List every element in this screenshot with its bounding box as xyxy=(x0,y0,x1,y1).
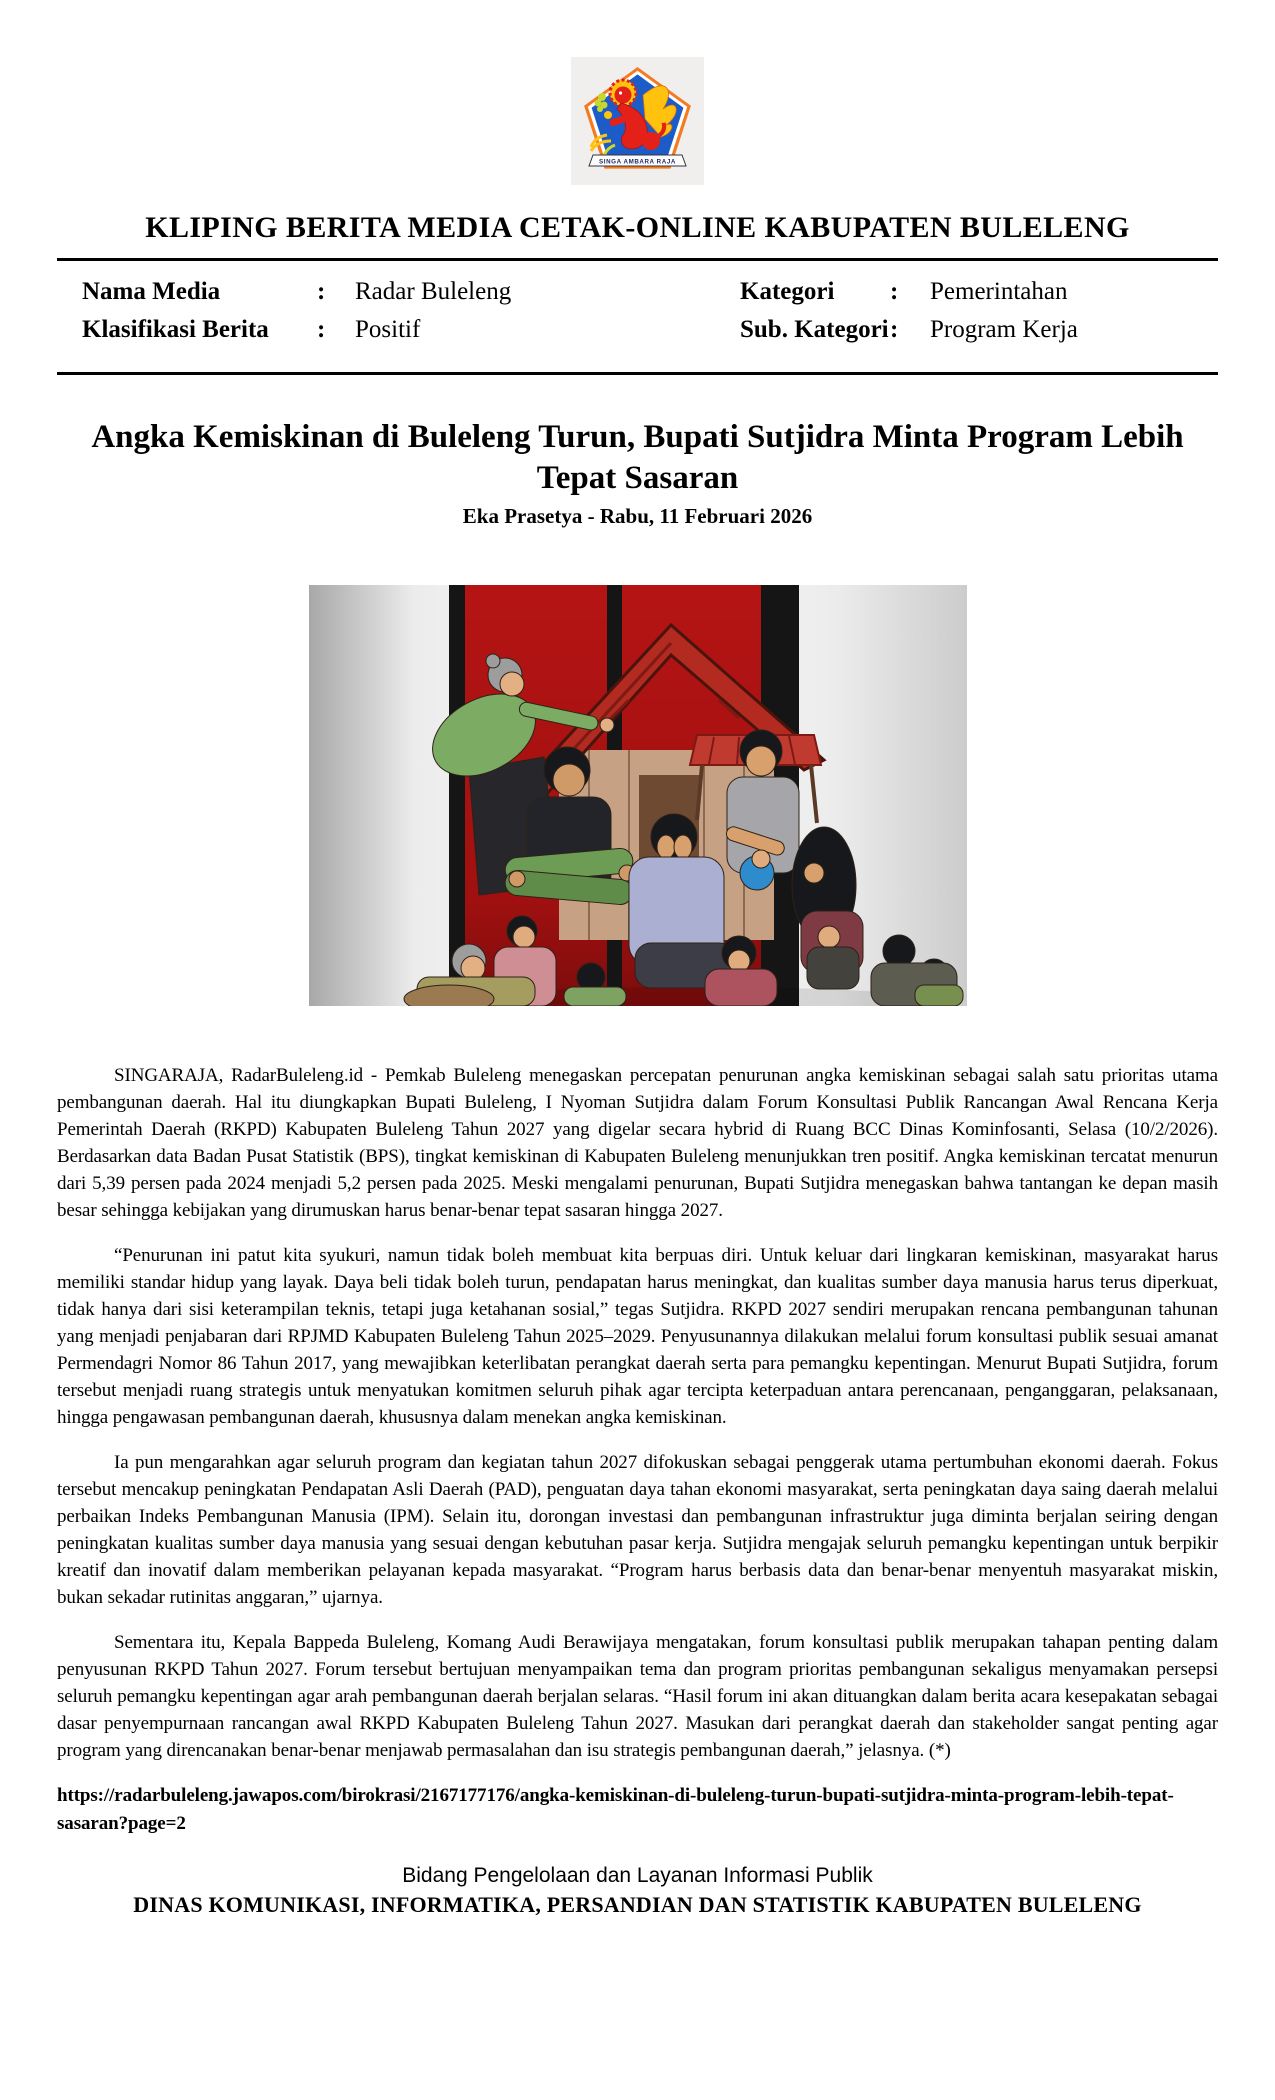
logo-banner-text: SINGA AMBARA RAJA xyxy=(599,158,676,166)
article-body xyxy=(57,1062,1218,1764)
klasifikasi-colon: : xyxy=(317,316,326,343)
sub-kategori-colon: : xyxy=(890,316,899,343)
sub-kategori-value: Program Kerja xyxy=(930,316,1078,343)
kategori-label: Kategori xyxy=(740,278,835,305)
page-footer xyxy=(57,1864,1218,1918)
poverty-family-illustration xyxy=(309,585,967,1006)
kliping-title: KLIPING BERITA MEDIA CETAK-ONLINE KABUPATEN BULELENG xyxy=(145,211,1130,244)
klasifikasi-value: Positif xyxy=(355,316,421,343)
source-url[interactable]: https://radarbuleleng.jawapos.com/birokrasi/2167177176/angka-kemiskinan-di-buleleng-turun-bupati-sutjidra-minta-program-lebih-tepat-sasaran?page=2 xyxy=(57,1785,1174,1834)
meta-row-1 xyxy=(82,273,1218,311)
illustration-wrap xyxy=(309,585,967,1006)
klasifikasi-label: Klasifikasi Berita xyxy=(82,316,269,343)
buleleng-regency-seal-icon xyxy=(571,57,704,185)
article-paragraph-3: Ia pun mengarahkan agar seluruh program dan kegiatan tahun 2027 difokuskan sebagai penggerak utama pertumbuhan ekonomi daerah. Fokus tersebut mencakup peningkatan Pendapatan Asli Daerah (PAD), penguatan daya tahan ekonomi masyarakat, serta peningkatan daya saing daerah melalui perbaikan Indeks Pembangunan Manusia (IPM). Selain itu, dorongan investasi dan pembangunan infrastruktur juga diminta berjalan seiring dengan peningkatan kualitas sumber daya manusia yang sesuai dengan kebutuhan pasar kerja. Sutjidra mengajak seluruh pemangku kepentingan untuk berpikir kreatif dan inovatif dalam memberikan pelayanan kepada masyarakat. “Program harus berbasis data dan benar-benar menyentuh masyarakat miskin, bukan sekadar rutinitas anggaran,” ujarnya. xyxy=(57,1452,1218,1608)
article-paragraph-2: “Penurunan ini patut kita syukuri, namun tidak boleh membuat kita berpuas diri. Untuk keluar dari lingkaran kemiskinan, masyarakat harus memiliki standar hidup yang layak. Daya beli tidak boleh turun, pendapatan harus meningkat, dan kualitas sumber daya manusia harus terus diperkuat, tidak hanya dari sisi keterampilan teknis, tetapi juga ketahanan sosial,” tegas Sutjidra. RKPD 2027 sendiri merupakan rencana pembangunan tahunan yang menjadi penjabaran dari RPJMD Kabupaten Buleleng Tahun 2025–2029. Penyusunannya dilakukan melalui forum konsultasi publik sesuai amanat Permendagri Nomor 86 Tahun 2017, yang mewajibkan keterlibatan perangkat daerah serta para pemangku kepentingan. Menurut Bupati Sutjidra, forum tersebut menjadi ruang strategis untuk menyatukan komitmen seluruh pihak agar tercipta keterpaduan antara perencanaan, penganggaran, pelaksanaan, hingga pengawasan pembangunan daerah, khususnya dalam menekan angka kemiskinan. xyxy=(57,1245,1218,1428)
divider-meta xyxy=(57,372,1218,375)
meta-table xyxy=(57,261,1218,359)
nama-media-colon: : xyxy=(317,278,326,305)
article-byline: Eka Prasetya - Rabu, 11 Februari 2026 xyxy=(462,504,813,528)
kategori-value: Pemerintahan xyxy=(930,278,1068,305)
article-headline: Angka Kemiskinan di Buleleng Turun, Bupati Sutjidra Minta Program Lebih Tepat Sasaran xyxy=(91,419,1184,496)
footer-division-line: Bidang Pengelolaan dan Layanan Informasi Publik xyxy=(402,1864,873,1887)
nama-media-label: Nama Media xyxy=(82,278,221,305)
footer-agency-line: DINAS KOMUNIKASI, INFORMATIKA, PERSANDIAN DAN STATISTIK KABUPATEN BULELENG xyxy=(133,1892,1142,1917)
nama-media-value: Radar Buleleng xyxy=(355,278,512,305)
logo-row xyxy=(57,57,1218,185)
article-paragraph-1: SINGARAJA, RadarBuleleng.id - Pemkab Buleleng menegaskan percepatan penurunan angka kemiskinan sebagai salah satu prioritas utama pembangunan daerah. Hal itu diungkapkan Bupati Buleleng, I Nyoman Sutjidra dalam Forum Konsultasi Publik Rancangan Awal Rencana Kerja Pemerintah Daerah (RKPD) Kabupaten Buleleng Tahun 2027 yang digelar secara hybrid di Ruang BCC Dinas Kominfosanti, Selasa (10/2/2026). Berdasarkan data Badan Pusat Statistik (BPS), tingkat kemiskinan di Kabupaten Buleleng menunjukkan tren positif. Angka kemiskinan tercatat menurun dari 5,39 persen pada 2024 menjadi 5,2 persen pada 2025. Meski mengalami penurunan, Bupati Sutjidra menegaskan bahwa tantangan ke depan masih besar sehingga kebijakan yang dirumuskan harus benar-benar tepat sasaran hingga 2027. xyxy=(57,1065,1218,1221)
article-paragraph-4: Sementara itu, Kepala Bappeda Buleleng, Komang Audi Berawijaya mengatakan, forum konsultasi publik merupakan tahapan penting dalam penyusunan RKPD Tahun 2027. Forum tersebut bertujuan menyampaikan tema dan program prioritas pembangunan sekaligus menyamakan persepsi seluruh pemangku kepentingan agar arah pembangunan daerah berjalan selaras. “Hasil forum ini akan dituangkan dalam berita acara kesepakatan sebagai dasar penyempurnaan rancangan awal RKPD Kabupaten Buleleng Tahun 2027. Masukan dari perangkat daerah dan stakeholder sangat penting agar program yang direncanakan benar-benar menjawab permasalahan dan isu strategis pembangunan daerah,” jelasnya. (*) xyxy=(57,1632,1218,1761)
sub-kategori-label: Sub. Kategori xyxy=(740,316,889,343)
kategori-colon: : xyxy=(890,278,899,305)
meta-row-2 xyxy=(82,311,1218,349)
